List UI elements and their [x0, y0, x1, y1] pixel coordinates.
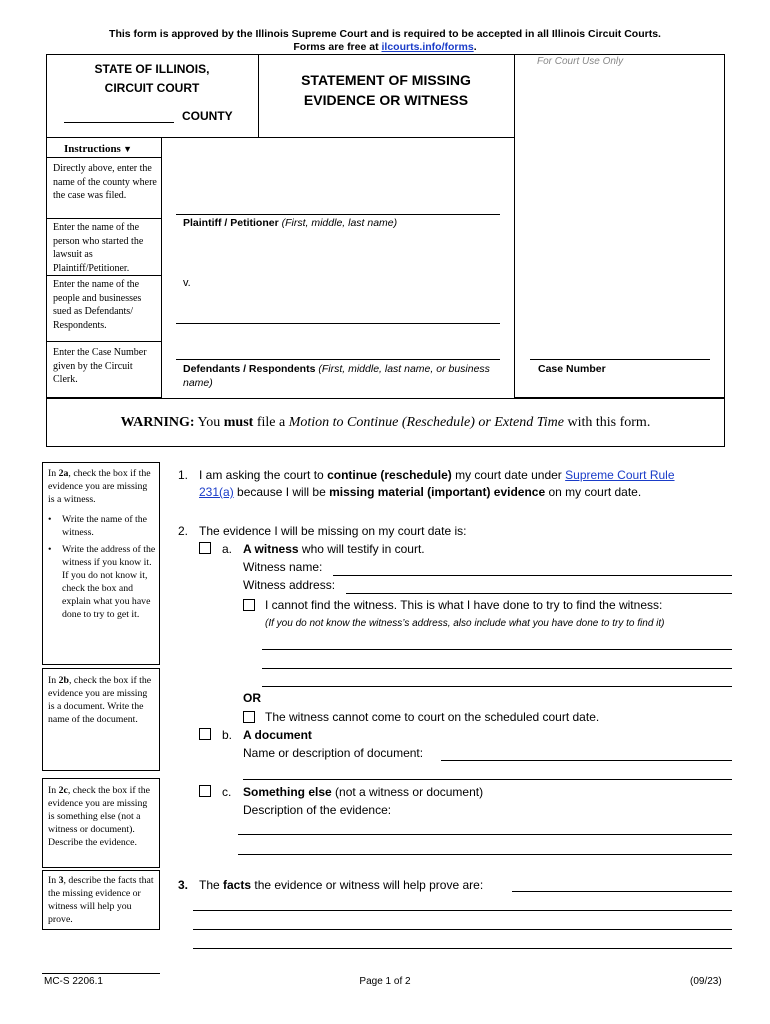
witness-address-label: Witness address: [243, 578, 336, 592]
sidebar-2a-bullets [48, 513, 156, 621]
item-3-a: The [199, 878, 224, 892]
cannot-come-checkbox[interactable] [243, 711, 255, 723]
warning-you: You [197, 415, 221, 430]
witness-address-line[interactable] [346, 593, 732, 594]
item-2a-text [243, 541, 425, 558]
explanation-line[interactable] [262, 668, 732, 669]
defendant-name-line[interactable] [176, 359, 500, 360]
plaintiff-caption [183, 217, 397, 229]
evidence-description-line[interactable] [238, 854, 732, 855]
instruction-divider [46, 275, 162, 276]
item-1-d: because I will be [233, 485, 330, 499]
forms-free-suffix: . [473, 41, 477, 53]
facts-line[interactable] [512, 891, 732, 892]
court-name [46, 60, 258, 98]
cannot-find-hint: (If you do not know the witness’s address, also include what you have done to try to find it) [265, 618, 665, 629]
item-2c-bold: Something else [243, 785, 332, 799]
plaintiff-hint: (First, middle, last name) [281, 217, 398, 229]
court-use-box [514, 54, 725, 398]
facts-line[interactable] [193, 948, 732, 949]
plaintiff-label: Plaintiff / Petitioner [183, 217, 279, 229]
warning-must: must [223, 415, 254, 430]
plaintiff-name-line[interactable] [176, 214, 500, 215]
item-3-c: the evidence or witness will help prove are: [251, 878, 484, 892]
item-2a-letter: a. [222, 542, 233, 556]
witness-name-line[interactable] [333, 575, 732, 576]
item-1-f: on my court date. [545, 485, 642, 499]
sidebar-3-pre: In [48, 875, 59, 886]
explanation-line[interactable] [262, 649, 732, 650]
bullet-icon: • [48, 514, 52, 525]
item-1-e: missing material (important) evidence [329, 485, 546, 499]
form-title [258, 70, 514, 110]
item-2-number: 2. [178, 524, 189, 538]
item-2c-text [243, 784, 483, 801]
sidebar-2b-bold: 2b [58, 675, 69, 686]
approval-notice [0, 28, 770, 54]
witness-name-label: Witness name: [243, 560, 323, 574]
instruction-defendant: Enter the name of the people and businesses sued as Defendants/ Respondents. [53, 279, 142, 331]
versus-label: v. [183, 277, 191, 289]
sidebar-2a-body: , check the box if the evidence you are missing is a witness. [48, 468, 151, 505]
approval-line: This form is approved by the Illinois Supreme Court and is required to be accepted in all Illinois Circuit Courts. [109, 28, 661, 40]
bullet-text: Write the address of the witness if you know it. If you do not know it, check the box and explain what you have done to try to get it. [62, 544, 156, 620]
warning-file: file a [256, 415, 286, 430]
sidebar-2a-text [48, 467, 156, 506]
circuit-court-label: CIRCUIT COURT [104, 81, 200, 95]
facts-line[interactable] [193, 929, 732, 930]
instruction-plaintiff: Enter the name of the person who started the lawsuit as Plaintiff/Petitioner. [53, 222, 144, 274]
instructions-heading [64, 143, 132, 155]
case-number-label: Case Number [538, 363, 606, 375]
item-2c-letter: c. [222, 785, 232, 799]
sidebar-2c-text [48, 784, 156, 849]
item-2-text: The evidence I will be missing on my court date is: [199, 524, 467, 538]
item-1-c: my court date under [451, 468, 566, 482]
something-else-checkbox[interactable] [199, 785, 211, 797]
item-1-text [199, 467, 734, 501]
form-id: MC-S 2206.1 [44, 976, 103, 987]
rule-link[interactable]: 231(a) [199, 485, 234, 499]
defendant-name-line[interactable] [176, 323, 500, 324]
document-description-line[interactable] [243, 779, 732, 780]
defendant-hint: (First, middle, last name, or business name) [183, 363, 490, 389]
item-1-a: I am asking the court to [199, 468, 328, 482]
instruction-divider [46, 218, 162, 219]
case-number-line[interactable] [530, 359, 710, 360]
county-line[interactable] [64, 122, 174, 123]
instruction-case-number: Enter the Case Number given by the Circuit Clerk. [53, 347, 147, 385]
sidebar-3-text [48, 874, 156, 926]
sidebar-2c-pre: In [48, 785, 59, 796]
document-description-line[interactable] [441, 760, 732, 761]
court-use-label: For Court Use Only [537, 56, 624, 67]
or-label: OR [243, 691, 261, 705]
sidebar-3-bold: 3 [58, 875, 64, 886]
explanation-line[interactable] [262, 686, 732, 687]
instructions-label: Instructions [64, 143, 121, 155]
bullet-icon: • [48, 544, 52, 555]
cannot-come-text: The witness cannot come to court on the scheduled court date. [265, 710, 600, 724]
list-item [48, 513, 156, 539]
item-3-number: 3. [178, 878, 189, 892]
sidebar-2c-bold: 2c [58, 785, 68, 796]
document-checkbox[interactable] [199, 728, 211, 740]
evidence-description-line[interactable] [238, 834, 732, 835]
item-3-text [199, 877, 483, 894]
item-1-number: 1. [178, 468, 189, 482]
item-2a-body: who will testify in court. [298, 542, 425, 556]
sidebar-2b-text [48, 674, 156, 726]
cannot-find-text: I cannot find the witness. This is what I have done to try to find the witness: [265, 598, 663, 612]
form-title-line2: EVIDENCE OR WITNESS [303, 92, 469, 108]
sidebar-2b-body: , check the box if the evidence you are missing is a document. Write the name of the document. [48, 675, 152, 725]
item-2c-body: (not a witness or document) [331, 785, 484, 799]
bullet-text: Write the name of the witness. [62, 514, 148, 538]
forms-link[interactable]: ilcourts.info/forms [381, 41, 474, 53]
state-label: STATE OF ILLINOIS, [94, 62, 210, 76]
sidebar-3-body: , describe the facts that the missing evidence or witness will help you prove. [48, 875, 154, 925]
forms-free-prefix: Forms are free at [293, 41, 382, 53]
sidebar-2b-pre: In [48, 675, 59, 686]
revision-date: (09/23) [690, 976, 722, 987]
warning-text [46, 415, 725, 431]
facts-line[interactable] [193, 910, 732, 911]
item-2b-title: A document [243, 728, 312, 742]
item-3-b: facts [223, 878, 252, 892]
county-label: COUNTY [182, 109, 233, 123]
evidence-description-label: Description of the evidence: [243, 803, 392, 817]
document-description-label: Name or description of document: [243, 746, 424, 760]
warning-label: WARNING: [120, 415, 195, 430]
page-number: Page 1 of 2 [359, 976, 411, 987]
defendant-label: Defendants / Respondents [183, 363, 316, 375]
sidebar-2a-bold: 2a [58, 468, 69, 479]
footer-rule [42, 973, 160, 974]
instruction-divider [46, 341, 162, 342]
warning-end: with this form. [567, 415, 651, 430]
instructions-heading-rule [46, 157, 162, 158]
warning-motion: Motion to Continue (Reschedule) or Extend Time [288, 415, 564, 430]
list-item [48, 543, 156, 621]
sidebar-2a-pre: In [48, 468, 59, 479]
form-title-line1: STATEMENT OF MISSING [301, 72, 471, 88]
item-2a-bold: A witness [243, 542, 299, 556]
cannot-find-checkbox[interactable] [243, 599, 255, 611]
caret-down-icon: ▼ [120, 144, 133, 154]
item-2b-letter: b. [222, 728, 233, 742]
rule-link[interactable]: Supreme Court Rule [565, 468, 675, 482]
forms-free-line [0, 41, 770, 54]
defendant-caption [183, 362, 493, 390]
witness-checkbox[interactable] [199, 542, 211, 554]
item-1-b: continue (reschedule) [327, 468, 452, 482]
sidebar-2c-body: , check the box if the evidence you are missing is something else (not a witness or document). Describe the evidence. [48, 785, 151, 848]
instruction-county: Directly above, enter the name of the county where the case was filed. [53, 163, 157, 201]
